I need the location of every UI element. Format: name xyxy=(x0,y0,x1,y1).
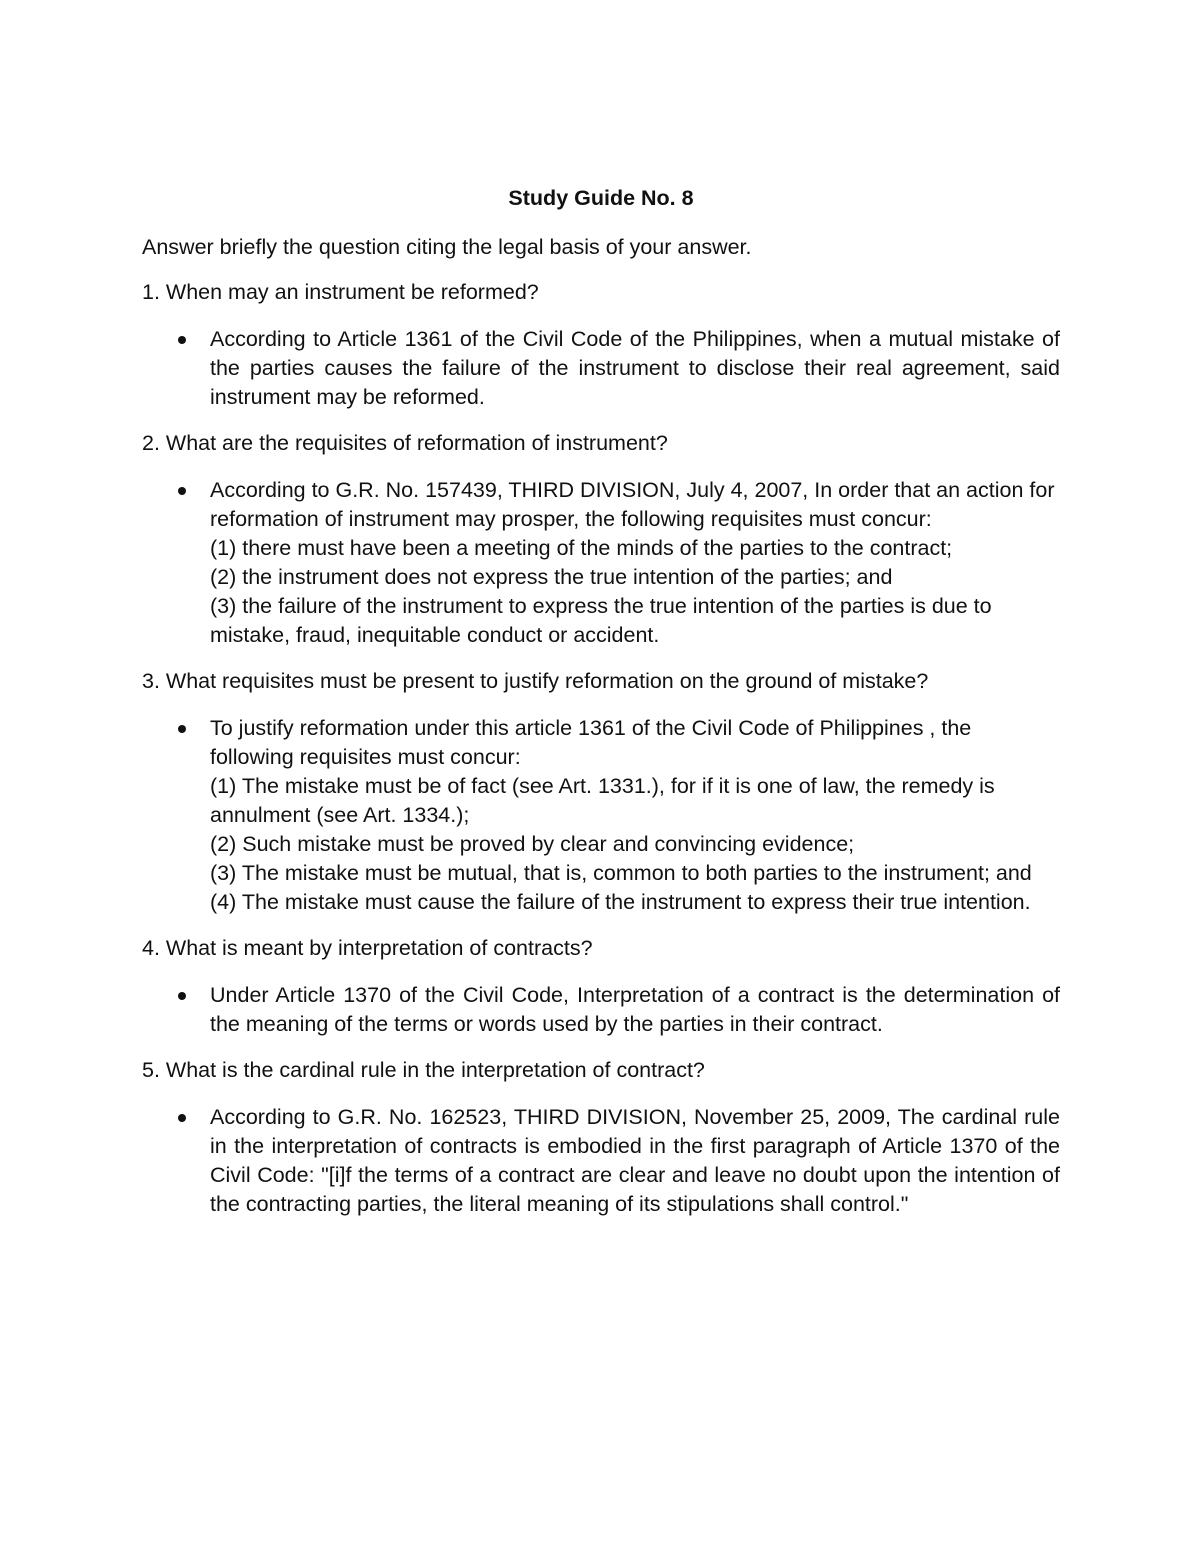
answer-3-intro: To justify reformation under this article 1361 of the Civil Code of Philippines , the following requisites must concur: xyxy=(210,716,972,769)
answer-1-text: According to Article 1361 of the Civil Code of the Philippines, when a mutual mistake of the parties causes the failure of the instrument to disclose their real agreement, said instrument may be reformed. xyxy=(210,327,1060,409)
answer-3-item: (2) Such mistake must be proved by clear and convincing evidence; xyxy=(210,832,855,856)
bullet-icon xyxy=(178,487,186,495)
answer-2-item: (1) there must have been a meeting of the minds of the parties to the contract; xyxy=(210,536,953,560)
question-1: 1. When may an instrument be reformed? xyxy=(142,280,539,304)
document-body xyxy=(142,184,1060,1236)
answer-2-item: (3) the failure of the instrument to express the true intention of the parties is due to mistake, fraud, inequitable conduct or accident. xyxy=(210,594,992,647)
answer-5-text: According to G.R. No. 162523, THIRD DIVISION, November 25, 2009, The cardinal rule in the interpretation of contracts is embodied in the first paragraph of Article 1370 of the Civil Code: "[i]f the terms of a contract are clear and leave no doubt upon the intention of the contracting parties, the literal meaning of its stipulations shall control." xyxy=(210,1105,1060,1216)
question-2: 2. What are the requisites of reformation of instrument? xyxy=(142,431,668,455)
answer-2 xyxy=(142,476,1060,650)
answer-3 xyxy=(142,714,1060,917)
question-5: 5. What is the cardinal rule in the interpretation of contract? xyxy=(142,1058,705,1082)
bullet-icon xyxy=(178,725,186,733)
answer-4 xyxy=(142,981,1060,1039)
answer-3-item: (4) The mistake must cause the failure of the instrument to express their true intention. xyxy=(210,890,1031,914)
answer-3-item: (3) The mistake must be mutual, that is, common to both parties to the instrument; and xyxy=(210,861,1032,885)
bullet-icon xyxy=(178,1114,186,1122)
document-title: Study Guide No. 8 xyxy=(508,186,694,210)
answer-4-text: Under Article 1370 of the Civil Code, Interpretation of a contract is the determination of the meaning of the terms or words used by the parties in their contract. xyxy=(210,983,1060,1036)
question-3: 3. What requisites must be present to justify reformation on the ground of mistake? xyxy=(142,669,929,693)
answer-2-item: (2) the instrument does not express the true intention of the parties; and xyxy=(210,565,893,589)
answer-2-intro: According to G.R. No. 157439, THIRD DIVISION, July 4, 2007, In order that an action for reformation of instrument may prosper, the following requisites must concur: xyxy=(210,478,1055,531)
question-4: 4. What is meant by interpretation of contracts? xyxy=(142,936,593,960)
bullet-icon xyxy=(178,992,186,1000)
answer-5 xyxy=(142,1103,1060,1219)
bullet-icon xyxy=(178,336,186,344)
answer-3-item: (1) The mistake must be of fact (see Art. 1331.), for if it is one of law, the remedy is annulment (see Art. 1334.); xyxy=(210,774,995,827)
instructions: Answer briefly the question citing the legal basis of your answer. xyxy=(142,235,752,259)
answer-1 xyxy=(142,325,1060,412)
